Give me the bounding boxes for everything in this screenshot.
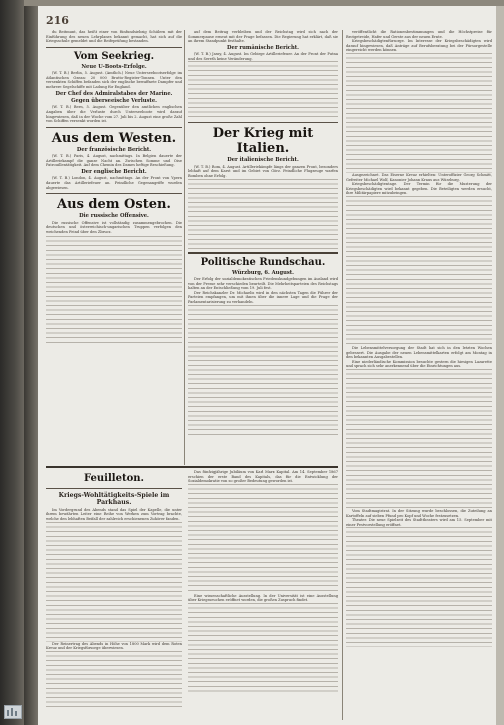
article-text: Kriegsbeschädigtenfürsorge. Im Interesse der Kriegsbeschädigten wird darauf hingewiesen, daß Anträge auf Berufsberatung bei der Fürsorgestelle eingereicht werden können.	[346, 39, 492, 53]
article-text: (W. T. B.) Berlin, 5. August. (Amtlich.) Neue Unterseebootserfolge im Atlantischen Ozean: 20 000 Brutto-Register-Tonnen. Unter den versenkten Schiffen befanden sich der englische bewaffnete Dampfer und mehrere Segelschiffe mit Ladung für England.	[46, 71, 182, 89]
headline-seekrieg: Vom Seekrieg.	[73, 50, 155, 62]
text-block	[346, 369, 492, 509]
article-text: (W. T. B.) Bern, 5. August. Gegenüber den amtlichen englischen Angaben über die Verluste durch Unterseeboote wird darauf hingewiesen, daß in der Woche vom 27. Juli bis 2. August eine große Zahl von Schiffen versenkt worden ist.	[46, 105, 182, 124]
text-block	[188, 61, 338, 119]
text-block	[346, 53, 492, 173]
column-divider	[184, 30, 185, 465]
book-binding	[24, 6, 38, 725]
article-text: Der Reinertrag des Abends in Höhe von 1800 Mark wird dem Roten Kreuz und der Kriegsfürsorge überwiesen.	[46, 641, 182, 651]
subhead-verluste: Gegen überseeische Verluste.	[71, 97, 157, 104]
text-block	[188, 603, 338, 693]
text-block	[46, 236, 182, 346]
article-text: Die russische Offensive ist vollständig zusammengebrochen. Die deutschen und österreichisch-ungarischen Truppen verfolgen den weichenden Feind über den Zbrucz.	[46, 220, 182, 234]
subhead-rumaenisch: Der rumänische Bericht.	[227, 44, 299, 51]
headline-italien: Der Krieg mit Italien.	[212, 126, 314, 157]
subhead-italienisch: Der italienische Bericht.	[227, 157, 299, 164]
article-text: Theater. Die neue Spielzeit des Stadttheaters wird am 15. September mit einer Festvorstellung eröffnet.	[346, 518, 492, 527]
divider	[46, 47, 182, 48]
text-block	[188, 305, 338, 438]
headline-feuilleton: Feuilleton.	[84, 473, 144, 484]
page-edge	[496, 6, 504, 725]
divider	[46, 488, 182, 489]
divider	[188, 252, 338, 254]
column-3	[346, 30, 492, 720]
column-divider	[342, 30, 343, 720]
page-number: 216	[46, 14, 69, 27]
article-text: Ausgezeichnet. Das Eiserne Kreuz erhielten: Unteroffizier Georg Schmitt, Gefreiter Michael Wolf, Kanonier Johann Kraus aus Würzburg.	[346, 172, 492, 182]
article-text: Im Vordergrund des Abends stand das Spiel der Kapelle, die unter ihrem bewährten Leiter eine Reihe von Werken zum Vortrag brachte, welche den lebhaften Beifall der zahlreich erschienenen Zuhörer fanden.	[46, 507, 182, 521]
text-block	[46, 522, 182, 642]
subhead-englisch: Der englische Bericht.	[81, 168, 147, 175]
article-text: Das fünfzigjährige Jubiläum von Karl Marx Kapital. Am 14. September 1867 erschien der erste Band des Kapitals, das für die Entwicklung der Sozialdemokratie von so großer Bedeutung geworden ist.	[188, 470, 338, 484]
column-1	[46, 30, 182, 465]
article-text: (W. T. B.) Paris, 4. August, nachmittags. In Belgien dauerte der Artilleriekampf die ganze Nacht an. Zwischen Somme und Oise Patrouillentätigkeit. Auf dem Chemin des Dames heftige Beschießung.	[46, 154, 182, 168]
subhead-dateline: Würzburg, 6. August.	[232, 269, 294, 276]
article-text: Der Reichskanzler Dr. Michaelis wird in den nächsten Tagen die Führer der Parteien empfangen, um mit ihnen über die innere Lage und die Frage der Parlamentarisierung zu verhandeln.	[188, 290, 338, 304]
subhead-russisch: Die russische Offensive.	[79, 213, 149, 220]
article-text: du Beitmunt, das heißt einer von fünfundsiebzig Schülern mit der Einführung des neuen Lehrplanes bekannt gemacht, hat sich auf die Kriegsschule gemeldet und die Reifeprüfung bestanden.	[46, 30, 182, 44]
divider	[46, 127, 182, 128]
article-text: auf dem Beitrag verbleiben und der Reichstag wird sich nach der Sommerpause erneut mit der Frage befassen. Die Regierung hat erklärt, daß sie an ihrem Standpunkt festhalte.	[188, 30, 338, 44]
article-text: veröffentlicht die Rationenbestimmungen und die Höchstpreise für Brotgetreide, Hafer und Gerste aus der neuen Ernte.	[346, 30, 492, 39]
headline-rundschau: Politische Rundschau.	[200, 256, 326, 268]
subhead-franzoesisch: Der französische Bericht.	[76, 146, 152, 153]
headline-westen: Aus dem Westen.	[51, 130, 177, 146]
headline-wohltaetigkeit: Kriegs-Wohltätigkeits-Spiele im Parkhaus.	[58, 492, 170, 507]
article-text: Der Erfolg der sozialdemokratischen Friedenskundgebungen im Ausland wird von der Presse sehr verschieden beurteilt. Die Mehrheitsparteien des Reichstags halten an der Entschließung vom 19. Juli fest.	[188, 276, 338, 291]
column-2	[188, 30, 338, 438]
subhead-admiralstab: Der Chef des Admiralstabes der Marine.	[55, 90, 173, 97]
article-text: (W. T. B.) London, 4. August, nachmittags. An der Front von Ypern dauerte das Artilleriefeuer an. Feindliche Gegenangriffe wurden abgewiesen.	[46, 176, 182, 190]
text-block	[346, 527, 492, 647]
article-text: (W. T. B.) Rom, 4. August. Artilleriekämpfe längs der ganzen Front, besonders lebhaft auf dem Karst und im Gebiet von Görz. Feindliche Flugzeuge warfen Bomben ohne Erfolg.	[188, 164, 338, 178]
divider	[46, 193, 182, 194]
article-text: Vom Stadtmagistrat. In der Sitzung wurde beschlossen, die Zuteilung an Kartoffeln auf sieben Pfund pro Kopf und Woche festzusetzen.	[346, 508, 492, 518]
text-block	[188, 484, 338, 594]
subhead-uboot: Neue U-Boots-Erfolge.	[81, 63, 147, 70]
column-5	[188, 470, 338, 715]
article-text: Eine niederländische Kommission besuchte gestern die hiesigen Lazarette und sprach sich sehr anerkennend über die Einrichtungen aus.	[346, 359, 492, 369]
text-block	[346, 196, 492, 346]
article-text: (W. T. B.) Jassy, 4. August. Im Gebirge Artilleriefeuer. An der Front der Putna und des Sereth keine Veränderung.	[188, 52, 338, 61]
scanner-frame-left	[0, 0, 24, 725]
column-feuilleton	[46, 470, 182, 715]
headline-osten: Aus dem Osten.	[57, 197, 171, 213]
article-text: Die Lebensmittelversorgung der Stadt hat sich in den letzten Wochen gebessert. Die Ausgabe der neuen Lebensmittelkarten erfolgt am Montag in den bekannten Ausgabestellen.	[346, 345, 492, 360]
divider	[188, 122, 338, 123]
text-block	[46, 651, 182, 711]
article-text: Eine wissenschaftliche Ausstellung. In der Universität ist eine Ausstellung über Kriegsseuchen eröffnet worden, die großen Zuspruch findet.	[188, 593, 338, 603]
text-block	[188, 179, 338, 249]
library-logo-icon	[4, 705, 22, 719]
article-text: Kriegsbeschädigtentage. Der Termin für die Musterung der Kriegsbeschädigten wird bekannt gegeben. Die Beteiligten werden ersucht, ihre Militärpapiere mitzubringen.	[346, 182, 492, 196]
feuilleton-separator	[46, 466, 338, 468]
